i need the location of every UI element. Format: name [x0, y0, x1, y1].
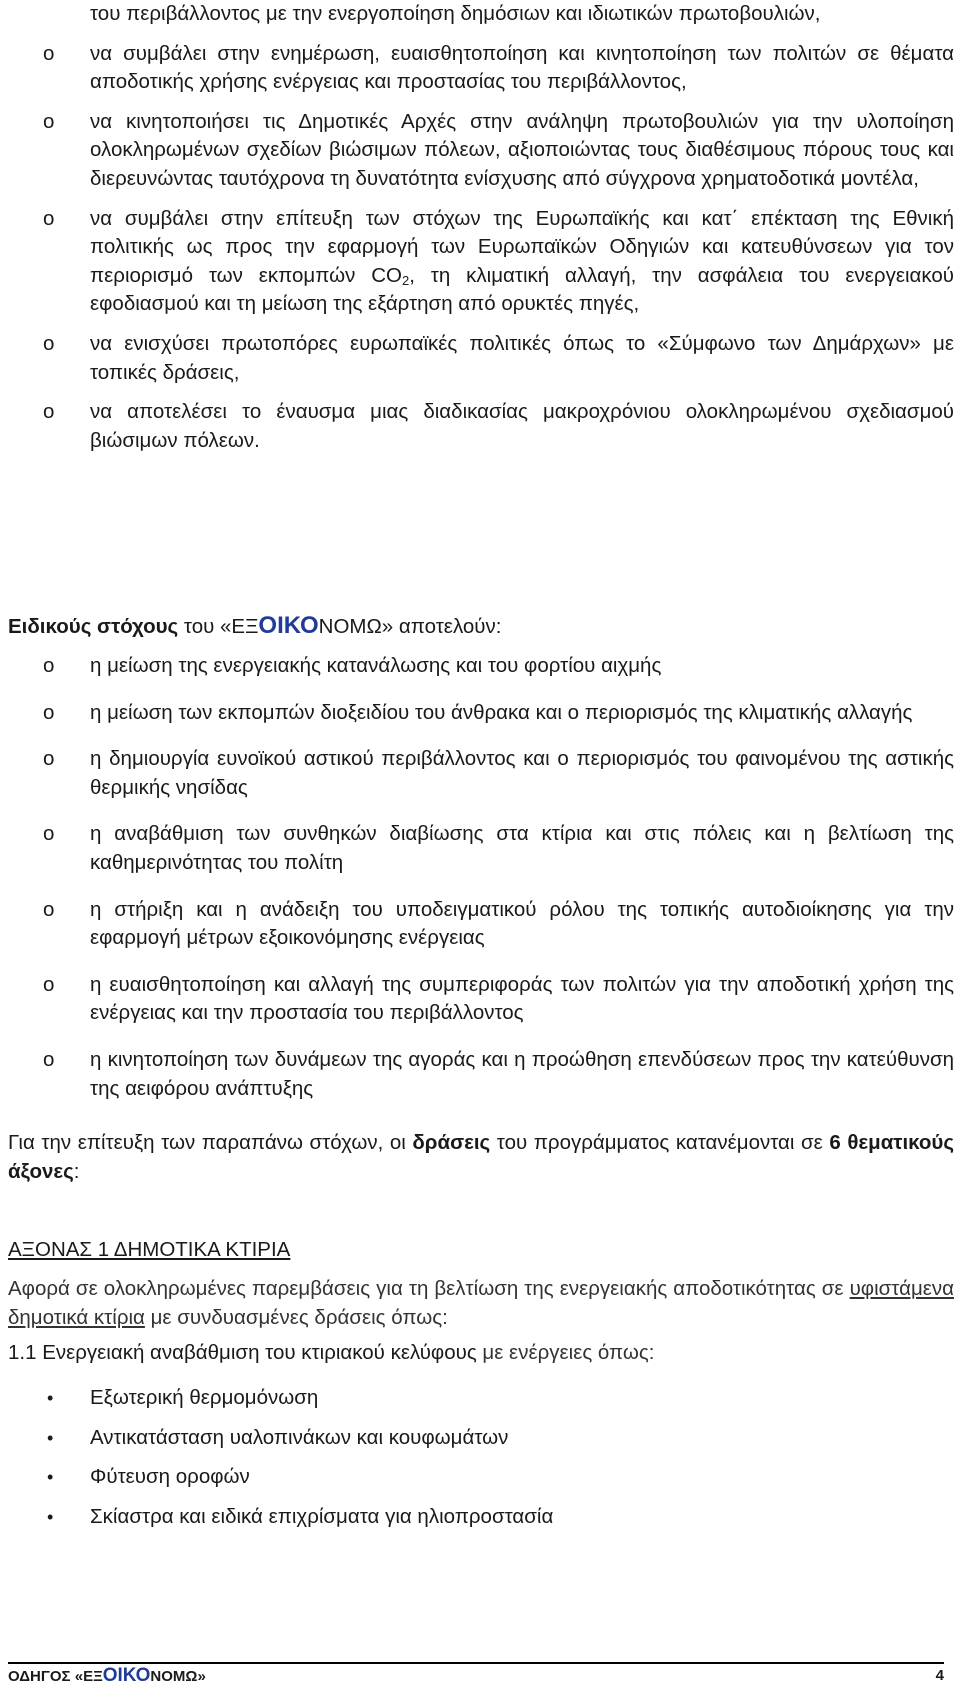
list-item-text: η αναβάθμιση των συνθηκών διαβίωσης στα κτίρια και στις πόλεις και η βελτίωση της καθημερινότητας του πολίτη — [90, 822, 954, 874]
list-marker: o — [43, 747, 55, 771]
bullet-marker: • — [47, 1388, 54, 1408]
heading-text-end: ΝΟΜΩ» αποτελούν: — [318, 615, 502, 638]
page-footer — [8, 1662, 944, 1687]
list-item-text-continued: , τη κλιματική αλλαγή, την ασφάλεια του ενεργειακού εφοδιασμού και τη μείωση της εξάρτηση από ορυκτές πηγές, — [90, 263, 954, 316]
continuation-line: του περιβάλλοντος με την ενεργοποίηση δημόσιων και ιδιωτικών πρωτοβουλιών, — [90, 2, 821, 25]
page-number: 4 — [935, 1667, 944, 1684]
general-goals-list — [8, 0, 954, 455]
list-marker: o — [43, 41, 55, 65]
list-item-text: Αντικατάσταση υαλοπινάκων και κουφωμάτων — [90, 1425, 509, 1449]
list-marker: o — [43, 331, 55, 355]
axis-1-description — [8, 1275, 954, 1332]
list-item-text: Εξωτερική θερμομόνωση — [90, 1386, 319, 1409]
list-item — [8, 1384, 954, 1413]
subsection-suffix: με ενέργειες όπως: — [476, 1341, 655, 1364]
footer-title: ΟΔΗΓΟΣ «ΕΞ — [8, 1668, 103, 1685]
specific-goals-heading — [8, 612, 954, 642]
list-item — [8, 40, 954, 97]
co2-subscript: 2 — [401, 272, 410, 288]
list-marker: o — [43, 206, 55, 230]
bold-axes-count: 6 θεματικούς άξονες — [8, 1131, 955, 1183]
list-marker: o — [43, 109, 55, 133]
list-item — [8, 699, 954, 728]
list-item-text: η μείωση της ενεργειακής κατανάλωσης και του φορτίου αιχμής — [90, 654, 662, 677]
bold-actions: δράσεις — [412, 1131, 491, 1154]
list-item — [8, 971, 954, 1028]
paragraph-text: Για την επίτευξη των παραπάνω στόχων, οι — [8, 1131, 413, 1154]
bullet-marker: • — [47, 1467, 54, 1488]
list-item — [8, 1046, 954, 1103]
axis-title-text: ΑΞΟΝΑΣ 1 ΔΗΜΟΤΙΚΑ ΚΤΙΡΙΑ — [8, 1238, 291, 1261]
list-marker: o — [43, 654, 55, 677]
list-marker: o — [43, 1047, 55, 1071]
list-item — [8, 896, 954, 953]
list-item-text: να αποτελέσει το έναυσμα μιας διαδικασίας μακροχρόνιου ολοκληρωμένου σχεδιασμού βιώσιμων πόλεων. — [90, 400, 954, 452]
heading-text: του «ΕΞ — [178, 615, 259, 638]
list-marker: o — [43, 972, 55, 996]
list-item-text: η στήριξη και η ανάδειξη του υποδειγματικού ρόλου της τοπικής αυτοδιοίκησης για την εφαρμογή μέτρων εξοικονόμησης ενέργειας — [90, 897, 954, 950]
subsection-title: 1.1 Ενεργειακή αναβάθμιση του κτιριακού κελύφους — [8, 1341, 477, 1364]
footer-title-end: ΝΟΜΩ» — [150, 1668, 206, 1685]
list-item-text: Σκίαστρα και ειδικά επιχρίσματα για ηλιοπροστασία — [90, 1504, 554, 1528]
paragraph-text: : — [73, 1159, 80, 1183]
list-item — [8, 1424, 954, 1453]
continuation-text — [8, 0, 954, 29]
list-item — [8, 398, 954, 455]
list-item — [8, 330, 954, 387]
description-underlined: υφιστάμενα δημοτικά κτίρια — [8, 1277, 954, 1329]
list-item-text: Φύτευση οροφών — [90, 1465, 250, 1489]
description-text: Αφορά σε ολοκληρωμένες παρεμβάσεις για τη βελτίωση της ενεργειακής αποδοτικότητας σε — [8, 1277, 850, 1300]
paragraph-text: του προγράμματος κατανέμονται σε — [490, 1131, 830, 1154]
axis-1-title — [8, 1236, 954, 1265]
list-item — [8, 820, 954, 877]
list-item — [8, 652, 954, 681]
list-item-text: να συμβάλει στην ενημέρωση, ευαισθητοποίηση και κινητοποίηση των πολιτών σε θέματα αποδοτικής χρήσης ενέργειας και προστασίας του περιβάλλοντος, — [90, 41, 954, 94]
heading-bold: Ειδικούς στόχους — [8, 615, 179, 638]
list-item-text: να συμβάλει στην επίτευξη των στόχων της Ευρωπαϊκής και κατ΄ επέκταση της Εθνική πολιτικής ως προς την εφαρμογή των Ευρωπαϊκών Οδηγιών και κατευθύνσεων για τον περιορισμό των εκπομπών CO — [90, 206, 954, 287]
bullet-marker: • — [47, 1506, 54, 1527]
list-marker: o — [43, 700, 55, 724]
list-item-text: να ενισχύσει πρωτοπόρες ευρωπαϊκές πολιτικές όπως το «Σύμφωνο των Δημάρχων» με τοπικές δράσεις, — [90, 331, 954, 384]
footer-brand: ΟΙΚΟ — [102, 1665, 151, 1686]
subsection-1-1 — [8, 1339, 954, 1368]
description-text-end: με συνδυασμένες δράσεις όπως: — [144, 1305, 448, 1329]
specific-goals-list — [8, 652, 954, 1103]
list-item-text: να κινητοποιήσει τις Δημοτικές Αρχές στην ανάληψη πρωτοβουλιών για την υλοποίηση ολοκληρωμένων σχεδίων βιώσιμων πόλεων, αξιοποιώντας τους διαθέσιμους πόρους τους και διερευνώντας ταυτόχρονα τη δυνατότητα ενίσχυσης από σύγχρονα χρηματοδοτικά μοντέλα, — [90, 109, 954, 190]
brand-highlight: ΟΙΚΟ — [258, 612, 319, 639]
axes-intro-paragraph — [8, 1129, 954, 1186]
list-marker: o — [43, 822, 55, 846]
list-item — [8, 1463, 954, 1492]
list-item — [8, 745, 954, 802]
list-item-text: η δημιουργία ευνοϊκού αστικού περιβάλλοντος και ο περιορισμός του φαινομένου της αστικής θερμικής νησίδας — [90, 747, 954, 799]
bullet-marker: • — [47, 1427, 54, 1448]
list-item — [8, 1503, 954, 1532]
list-item-text: η μείωση των εκπομπών διοξειδίου του άνθρακα και ο περιορισμός της κλιματικής αλλαγής — [90, 700, 913, 724]
list-marker: o — [43, 400, 55, 424]
list-item-text: η κινητοποίηση των δυνάμεων της αγοράς και η προώθηση επενδύσεων προς την κατεύθυνση της αειφόρου ανάπτυξης — [90, 1047, 954, 1100]
list-item — [8, 205, 954, 319]
list-item-text: η ευαισθητοποίηση και αλλαγή της συμπεριφοράς των πολιτών για την αποδοτική χρήση της ενέργειας και την προστασία του περιβάλλοντος — [90, 972, 954, 1025]
measures-list — [8, 1384, 954, 1531]
list-item — [8, 108, 954, 194]
list-marker: o — [43, 897, 55, 921]
